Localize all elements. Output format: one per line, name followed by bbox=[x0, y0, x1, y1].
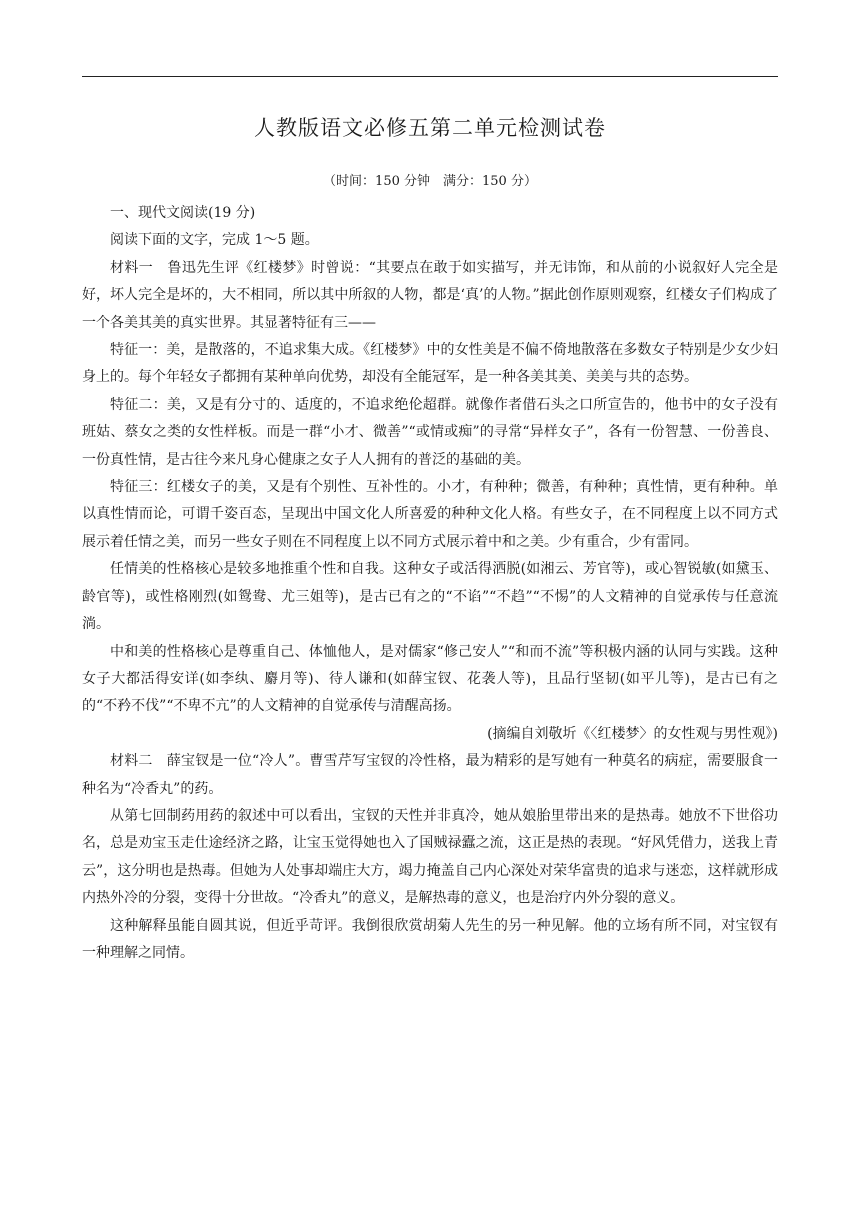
material2-paragraph-1: 从第七回制药用药的叙述中可以看出，宝钗的天性并非真冷，她从娘胎里带出来的是热毒。她放不下世俗功名，总是劝宝玉走仕途经济之路，让宝玉觉得她也入了国贼禄蠹之流，这正是热的表现。“好风凭借力，送我上青云”，这分明也是热毒。但她为人处事却端庄大方，竭力掩盖自己内心深处对荣华富贵的追求与迷恋，这样就形成内热外冷的分裂，变得十分世故。“冷香丸”的意义，是解热毒的意义，也是治疗内外分裂的意义。 bbox=[82, 807, 778, 907]
document-body bbox=[82, 200, 778, 967]
material1-source: (摘编自刘敬圻《〈红楼梦〉的女性观与男性观》) bbox=[487, 725, 778, 742]
material2-intro: 材料二 薛宝钗是一位“冷人”。曹雪芹写宝钗的冷性格，最为精彩的是写她有一种莫名的病症，需要服食一种名为“冷香丸”的药。 bbox=[82, 753, 778, 797]
exam-meta: （时间：150 分钟 满分：150 分） bbox=[323, 174, 537, 189]
material2-paragraph-2: 这种解释虽能自圆其说，但近乎苛评。我倒很欣赏胡菊人先生的另一种见解。他的立场有所不同，对宝钗有一种理解之同情。 bbox=[82, 917, 778, 961]
page-title: 人教版语文必修五第二单元检测试卷 bbox=[254, 116, 606, 140]
material1-feature3: 特征三：红楼女子的美，又是有个别性、互补性的。小才，有种种；微善，有种种；真性情，更有种种。单以真性情而论，可谓千姿百态，呈现出中国文化人所喜爱的种种文化人格。有些女子，在不同程度上以不同方式展示着任情之美，而另一些女子则在不同程度上以不同方式展示着中和之美。少有重合，少有雷同。 bbox=[82, 479, 778, 550]
header-rule bbox=[82, 76, 778, 77]
material1-renqing-paragraph: 任情美的性格核心是较多地推重个性和自我。这种女子或活得洒脱(如湘云、芳官等)，或心智锐敏(如黛玉、龄官等)，或性格刚烈(如鸳鸯、尤三姐等)，是古已有之的“不谄”“不趋”“不惕”的人文精神的自觉承传与任意流淌。 bbox=[82, 561, 778, 633]
material1-feature1: 特征一：美，是散落的，不追求集大成。《红楼梦》中的女性美是不偏不倚地散落在多数女子特别是少女少妇身上的。每个年轻女子都拥有某种单向优势，却没有全能冠军，是一种各美其美、美美与共的态势。 bbox=[82, 342, 778, 386]
material1-intro: 材料一 鲁迅先生评《红楼梦》时曾说：“其要点在敢于如实描写，并无讳饰，和从前的小说叙好人完全是好，坏人完全是坏的，大不相同，所以其中所叙的人物，都是‘真’的人物。”据此创作原则观察，红楼女子们构成了一个各美其美的真实世界。其显著特征有三—— bbox=[82, 259, 778, 331]
section-heading: 一、现代文阅读(19 分) bbox=[110, 205, 256, 221]
material1-feature2: 特征二：美，又是有分寸的、适度的，不追求绝伦超群。就像作者借石头之口所宣告的，他书中的女子没有班姑、蔡女之类的女性样板。而是一群“小才、微善”“或情或痴”的寻常“异样女子”，各有一份智慧、一份善良、一份真性情，是古往今来凡身心健康之女子人人拥有的普泛的基础的美。 bbox=[82, 396, 778, 468]
instruction-text: 阅读下面的文字，完成 1～5 题。 bbox=[110, 232, 319, 249]
material1-zhonghe-paragraph: 中和美的性格核心是尊重自己、体恤他人，是对儒家“修己安人”“和而不流”等积极内涵的认同与实践。这种女子大都活得安详(如李纨、麝月等)、待人谦和(如薛宝钗、花袭人等)，且品行坚韧(如平儿等)，是古已有之的“不矜不伐”“不卑不亢”的人文精神的自觉承传与清醒高扬。 bbox=[82, 643, 778, 715]
